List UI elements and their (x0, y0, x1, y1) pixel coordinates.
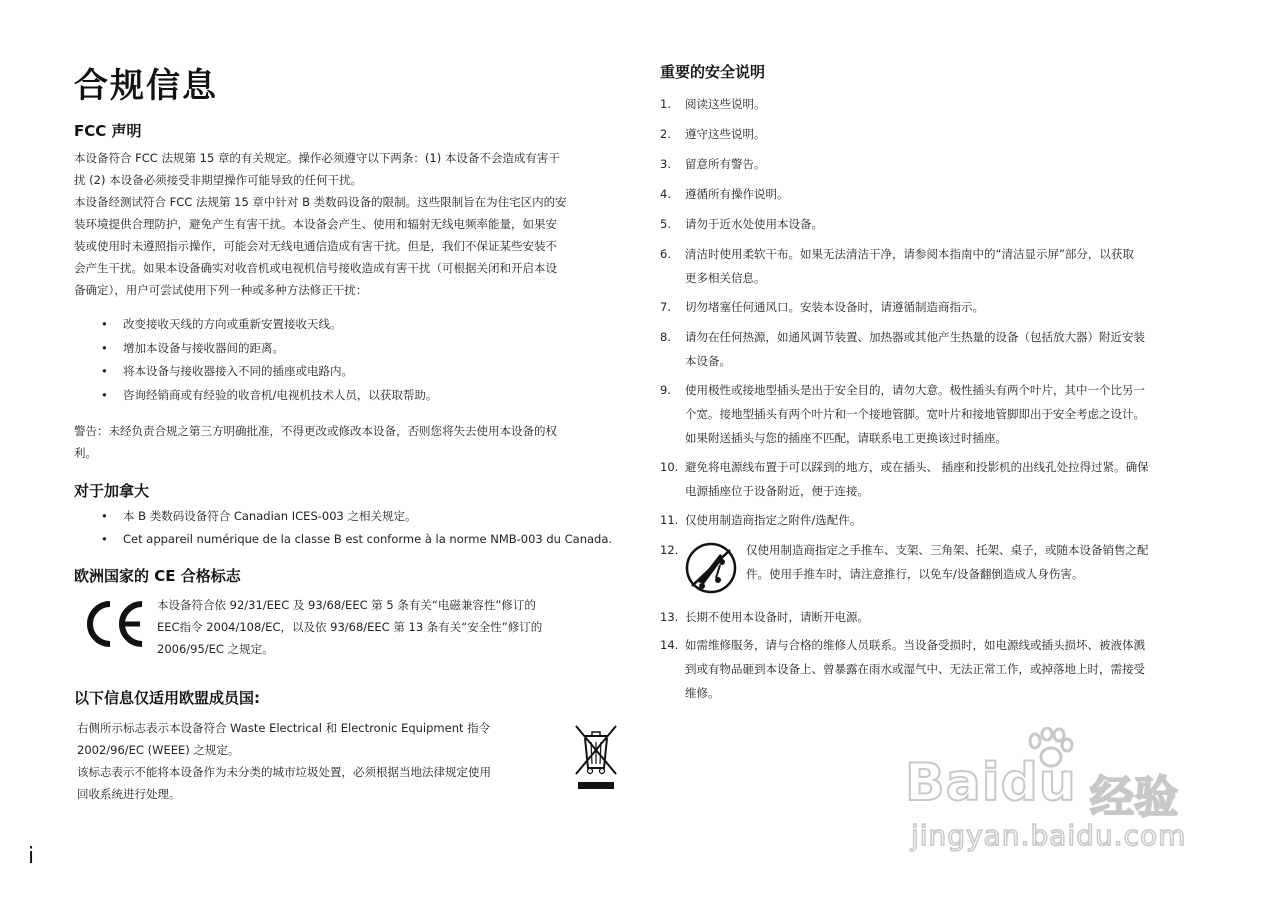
safety-item-line: 仅使用制造商指定之手推车、支架、三角架、托架、桌子，或随本设备销售之配 (746, 543, 1149, 557)
safety-item-line: 长期不使用本设备时，请断开电源。 (685, 610, 869, 624)
safety-item-line: 如需维修服务，请与合格的维修人员联系。当设备受损时，如电源线或插头损坏、被液体溅 (685, 638, 1145, 652)
text-line: 本设备经测试符合 FCC 法规第 15 章中针对 B 类数码设备的限制。这些限制旨在为住宅区内的安 (74, 195, 567, 209)
safety-item-line: 请勿于近水处使用本设备。 (685, 217, 823, 231)
safety-item-number: 10. (660, 460, 679, 474)
watermark-brand-part: du (1000, 753, 1077, 813)
safety-item-line: 到或有物品砸到本设备上、曾暴露在雨水或湿气中、无法正常工作，或掉落地上时，需接受 (685, 662, 1145, 676)
bullet-icon: • (101, 509, 108, 523)
bullet-icon: • (101, 317, 108, 331)
text-line: 2006/95/EC 之规定。 (157, 642, 274, 656)
safety-item-number: 6. (660, 247, 671, 261)
safety-item-line: 切勿堵塞任何通风口。安装本设备时，请遵循制造商指示。 (685, 300, 984, 314)
eu-text (77, 717, 491, 805)
safety-item (660, 378, 1145, 450)
safety-item-number: 13. (660, 610, 679, 624)
safety-item (660, 182, 789, 206)
safety-item-number: 11. (660, 513, 679, 527)
text-line: 装环境提供合理防护，避免产生有害干扰。本设备会产生、使用和辐射无线电频率能量，如果安 (74, 217, 557, 231)
list-item: • 将本设备与接收器接入不同的插座或电路内。 (123, 360, 437, 384)
list-item: • 改变接收天线的方向或重新安置接收天线。 (123, 313, 437, 337)
text-line: EEC指令 2004/108/EC，以及依 93/68/EEC 第 13 条有关“安全性”修订的 (157, 620, 543, 634)
text-line: 该标志表示不能将本设备作为未分类的城市垃圾处置，必须根据当地法律规定使用 (77, 765, 491, 779)
text-line: 2002/96/EC (WEEE) 之规定。 (77, 743, 240, 757)
safety-item-line: 电源插座位于设备附近，便于连接。 (685, 484, 869, 498)
safety-item-number: 4. (660, 187, 671, 201)
canada-bullet-list (101, 505, 613, 551)
safety-item-line: 阅读这些说明。 (685, 97, 766, 111)
fcc-bullet-list (101, 313, 438, 407)
weee-bin-icon (572, 722, 620, 792)
ce-text (157, 594, 542, 660)
bullet-icon: • (101, 387, 108, 402)
safety-item-line: 遵守这些说明。 (685, 127, 766, 141)
watermark-brand-part: Bai (905, 753, 1001, 813)
safety-item (660, 242, 1134, 290)
safety-item (660, 605, 869, 629)
list-item: • Cet appareil numérique de la classe B est conforme à la norme NMB-003 du Canada. (123, 528, 612, 551)
list-item: • 咨询经销商或有经验的收音机/电视机技术人员，以获取帮助。 (123, 384, 437, 408)
text-line: 利。 (74, 446, 97, 460)
text-line: 本设备符合 FCC 法规第 15 章的有关规定。操作必须遵守以下两条：(1) 本设备不会造成有害干 (74, 151, 560, 165)
text-line: 装或使用时未遵照指示操作，可能会对无线电通信造成有害干扰。但是，我们不保证某些安装不 (74, 239, 557, 253)
safety-item-number: 7. (660, 300, 671, 314)
page-title: 合规信息 (74, 66, 218, 106)
watermark-suffix: 经验 (1090, 772, 1178, 823)
bullet-icon: • (101, 364, 108, 378)
cart-tip-warning-icon (684, 540, 738, 596)
safety-item-number: 5. (660, 217, 671, 231)
watermark-brand (905, 753, 1077, 813)
safety-item-number: 8. (660, 330, 671, 344)
text-line: 右侧所示标志表示本设备符合 Waste Electrical 和 Electronic Equipment 指令 (77, 721, 491, 735)
safety-item-number: 12. (660, 543, 679, 557)
safety-item-line: 仅使用制造商指定之附件/选配件。 (685, 513, 862, 527)
text-line: 备确定），用户可尝试使用下列一种或多种方法修正干扰： (74, 283, 368, 297)
safety-item (660, 633, 1145, 705)
text-line: 本设备符合依 92/31/EEC 及 93/68/EEC 第 5 条有关“电磁兼容性”修订的 (157, 598, 536, 612)
safety-item-line: 本设备。 (685, 354, 731, 368)
fcc-warning (74, 420, 557, 464)
safety-item (660, 212, 823, 236)
ce-heading: 欧洲国家的 CE 合格标志 (74, 567, 241, 585)
safety-item (660, 455, 1149, 503)
safety-item-line: 留意所有警告。 (685, 157, 766, 171)
watermark (905, 735, 1205, 865)
safety-item-line: 请勿在任何热源，如通风调节装置、加热器或其他产生热量的设备（包括放大器）附近安装 (685, 330, 1145, 344)
canada-heading: 对于加拿大 (74, 482, 150, 500)
safety-item-number: 3. (660, 157, 671, 171)
safety-item (660, 152, 766, 176)
safety-item-line: 避免将电源线布置于可以踩到的地方，或在插头、 插座和投影机的出线孔处拉得过紧。确保 (685, 460, 1149, 474)
bullet-icon: • (101, 532, 108, 546)
safety-item (660, 295, 984, 319)
safety-item-line: 个宽。接地型插头有两个叶片和一个接地管脚。宽叶片和接地管脚即出于安全考虑之设计。 (685, 407, 1145, 421)
safety-item (660, 508, 861, 532)
watermark-url: jingyan.baidu.com (911, 819, 1187, 852)
text-line: 扰 (2) 本设备必须接受非期望操作可能导致的任何干扰。 (74, 173, 363, 187)
bullet-icon: • (101, 340, 108, 355)
list-item: • 本 B 类数码设备符合 Canadian ICES-003 之相关规定。 (123, 505, 612, 528)
fcc-heading: FCC 声明 (74, 122, 142, 140)
ce-mark-icon (80, 596, 148, 652)
list-item: • 增加本设备与接收器间的距离。 (123, 337, 437, 361)
safety-item-line: 维修。 (685, 686, 720, 700)
safety-item-number: 1. (660, 97, 671, 111)
safety-item-line: 件。使用手推车时，请注意推行，以免车/设备翻倒造成人身伤害。 (746, 567, 1084, 581)
safety-item-line: 使用极性或接地型插头是出于安全目的，请勿大意。极性插头有两个叶片，其中一个比另一 (685, 383, 1145, 397)
eu-heading: 以下信息仅适用欧盟成员国: (74, 689, 260, 707)
page-number: i (28, 844, 35, 869)
fcc-paragraph-1 (74, 147, 567, 301)
safety-item (660, 325, 1145, 373)
safety-item-number: 2. (660, 127, 671, 141)
text-line: 警告：未经负责合规之第三方明确批准，不得更改或修改本设备，否则您将失去使用本设备的权 (74, 424, 557, 438)
safety-item-line: 遵循所有操作说明。 (685, 187, 789, 201)
safety-item-number: 9. (660, 383, 671, 397)
safety-heading: 重要的安全说明 (660, 63, 766, 81)
safety-item (660, 122, 766, 146)
safety-item-line: 如果附送插头与您的插座不匹配，请联系电工更换该过时插座。 (685, 431, 1007, 445)
text-line: 会产生干扰。如果本设备确实对收音机或电视机信号接收造成有害干扰（可根据关闭和开启本设 (74, 261, 557, 275)
safety-item-line: 清洁时使用柔软干布。如果无法清洁干净，请参阅本指南中的“清洁显示屏”部分，以获取 (685, 247, 1134, 261)
safety-item-line: 更多相关信息。 (685, 271, 766, 285)
safety-item (660, 92, 766, 116)
safety-item-number: 14. (660, 638, 679, 652)
text-line: 回收系统进行处理。 (77, 787, 181, 801)
